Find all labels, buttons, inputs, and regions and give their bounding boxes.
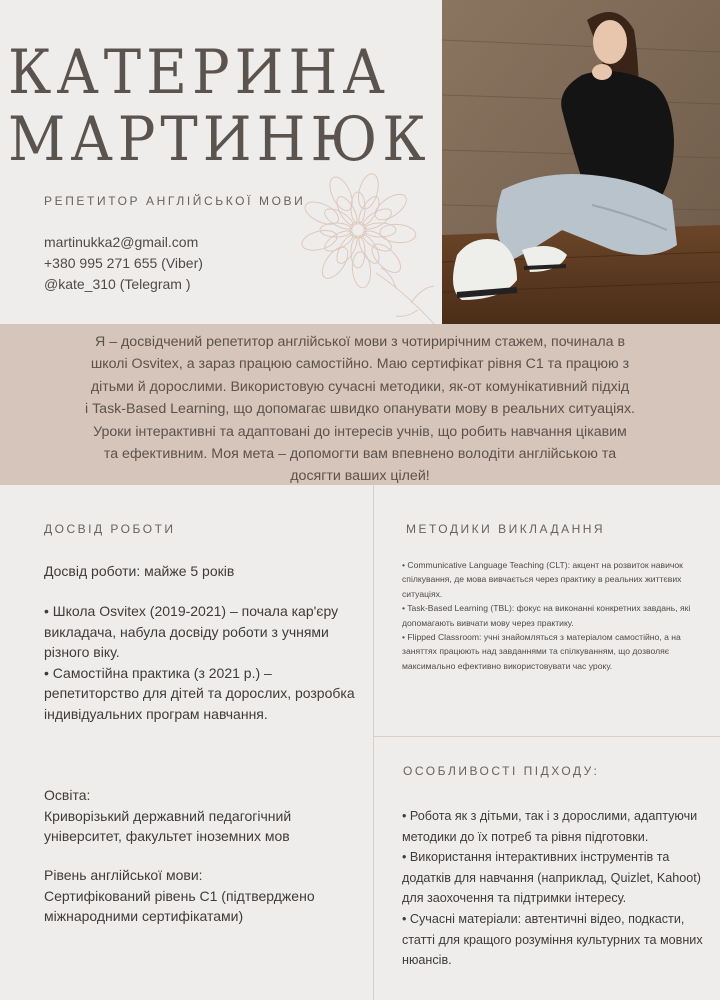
email-text[interactable]: martinukka2@gmail.com	[44, 234, 199, 250]
methods-item: • Task-Based Learning (TBL): фокус на виконанні конкретних завдань, які допомагають вивчати мову через практику.	[402, 603, 691, 628]
contact-info	[44, 232, 203, 295]
intro-line: Я – досвідчений репетитор англійської мови з чотирирічним стажем, починала в	[95, 334, 625, 350]
experience-summary: Досвід роботи: майже 5 років	[44, 563, 235, 579]
level-text: Сертифікований рівень C1 (підтверджено міжнародними сертифікатами)	[44, 887, 315, 925]
column-divider	[373, 485, 374, 1000]
telegram-text: @kate_310 (Telegram )	[44, 276, 191, 292]
intro-section	[0, 324, 720, 485]
first-name: КАТЕРИНА	[8, 37, 390, 109]
methods-item: • Flipped Classroom: учні знайомляться з матеріалом самостійно, а на заняттях працюють над завданнями та спілкуванням, що дозволяє максимально ефективно використовувати час уроку.	[402, 632, 681, 671]
name-heading	[8, 37, 431, 175]
intro-line: дітьми й дорослими. Використовую сучасні методики, як-от комунікативний підхід	[90, 378, 630, 395]
experience-title: ДОСВІД РОБОТИ	[44, 522, 176, 536]
approach-item: • Робота як з дітьми, так і з дорослими, адаптуючи методики до їх потреб та рівня підготовки.	[402, 809, 698, 844]
methods-title: МЕТОДИКИ ВИКЛАДАННЯ	[406, 522, 606, 536]
intro-line: Уроки інтерактивні та адаптовані до інтересів учнів, що робить навчання цікавим	[93, 423, 627, 440]
flower-illustration-icon	[296, 168, 446, 328]
approach-title: ОСОБЛИВОСТІ ПІДХОДУ:	[403, 764, 600, 778]
experience-item: • Самостійна практика (з 2021 р.) – репетиторство для дітей та дорослих, розробка індивідуальних програм навчання.	[44, 664, 355, 722]
approach-item: • Використання інтерактивних інструментів та додатків для навчання (наприклад, Quizlet, Kahoot) для заохочення та підтримки інтересу.	[402, 850, 701, 906]
job-title: РЕПЕТИТОР АНГЛІЙСЬКОЇ МОВИ	[44, 194, 306, 208]
intro-line: і Task-Based Learning, що допомагає швидко опанувати мову в реальних ситуаціях.	[85, 401, 635, 418]
section-divider	[374, 736, 720, 737]
intro-line: та ефективним. Моя мета – допомогти вам впевнено володіти англійською та	[103, 446, 617, 463]
experience-item: • Школа Osvitex (2019-2021) – почала кар'єру викладача, набула досвіду роботи з учнями різного віку.	[44, 603, 339, 661]
education-block	[44, 785, 360, 847]
intro-line: досягти ваших цілей!	[290, 468, 430, 485]
methods-list	[402, 558, 702, 673]
education-text: Криворізький державний педагогічний університет, факультет іноземних мов	[44, 807, 292, 845]
intro-line: школі Osvitex, а зараз працюю самостійно. Маю сертифікат рівня C1 та працюю з	[90, 356, 630, 373]
level-block	[44, 865, 360, 927]
portrait-photo	[442, 0, 720, 324]
level-label: Рівень англійської мови:	[44, 867, 203, 883]
approach-item: • Сучасні матеріали: автентичні відео, подкасти, статті для кращого розуміння культурних та мовних нюансів.	[402, 911, 703, 968]
phone-text: +380 995 271 655 (Viber)	[44, 255, 203, 271]
education-label: Освіта:	[44, 787, 91, 803]
experience-list	[44, 601, 360, 725]
last-name: МАРТИНЮК	[8, 104, 431, 175]
approach-list	[402, 806, 718, 971]
methods-item: • Communicative Language Teaching (CLT): акцент на розвиток навичок спілкування, де мова вивчається через практику в реальних життєвих ситуаціях.	[402, 560, 683, 599]
